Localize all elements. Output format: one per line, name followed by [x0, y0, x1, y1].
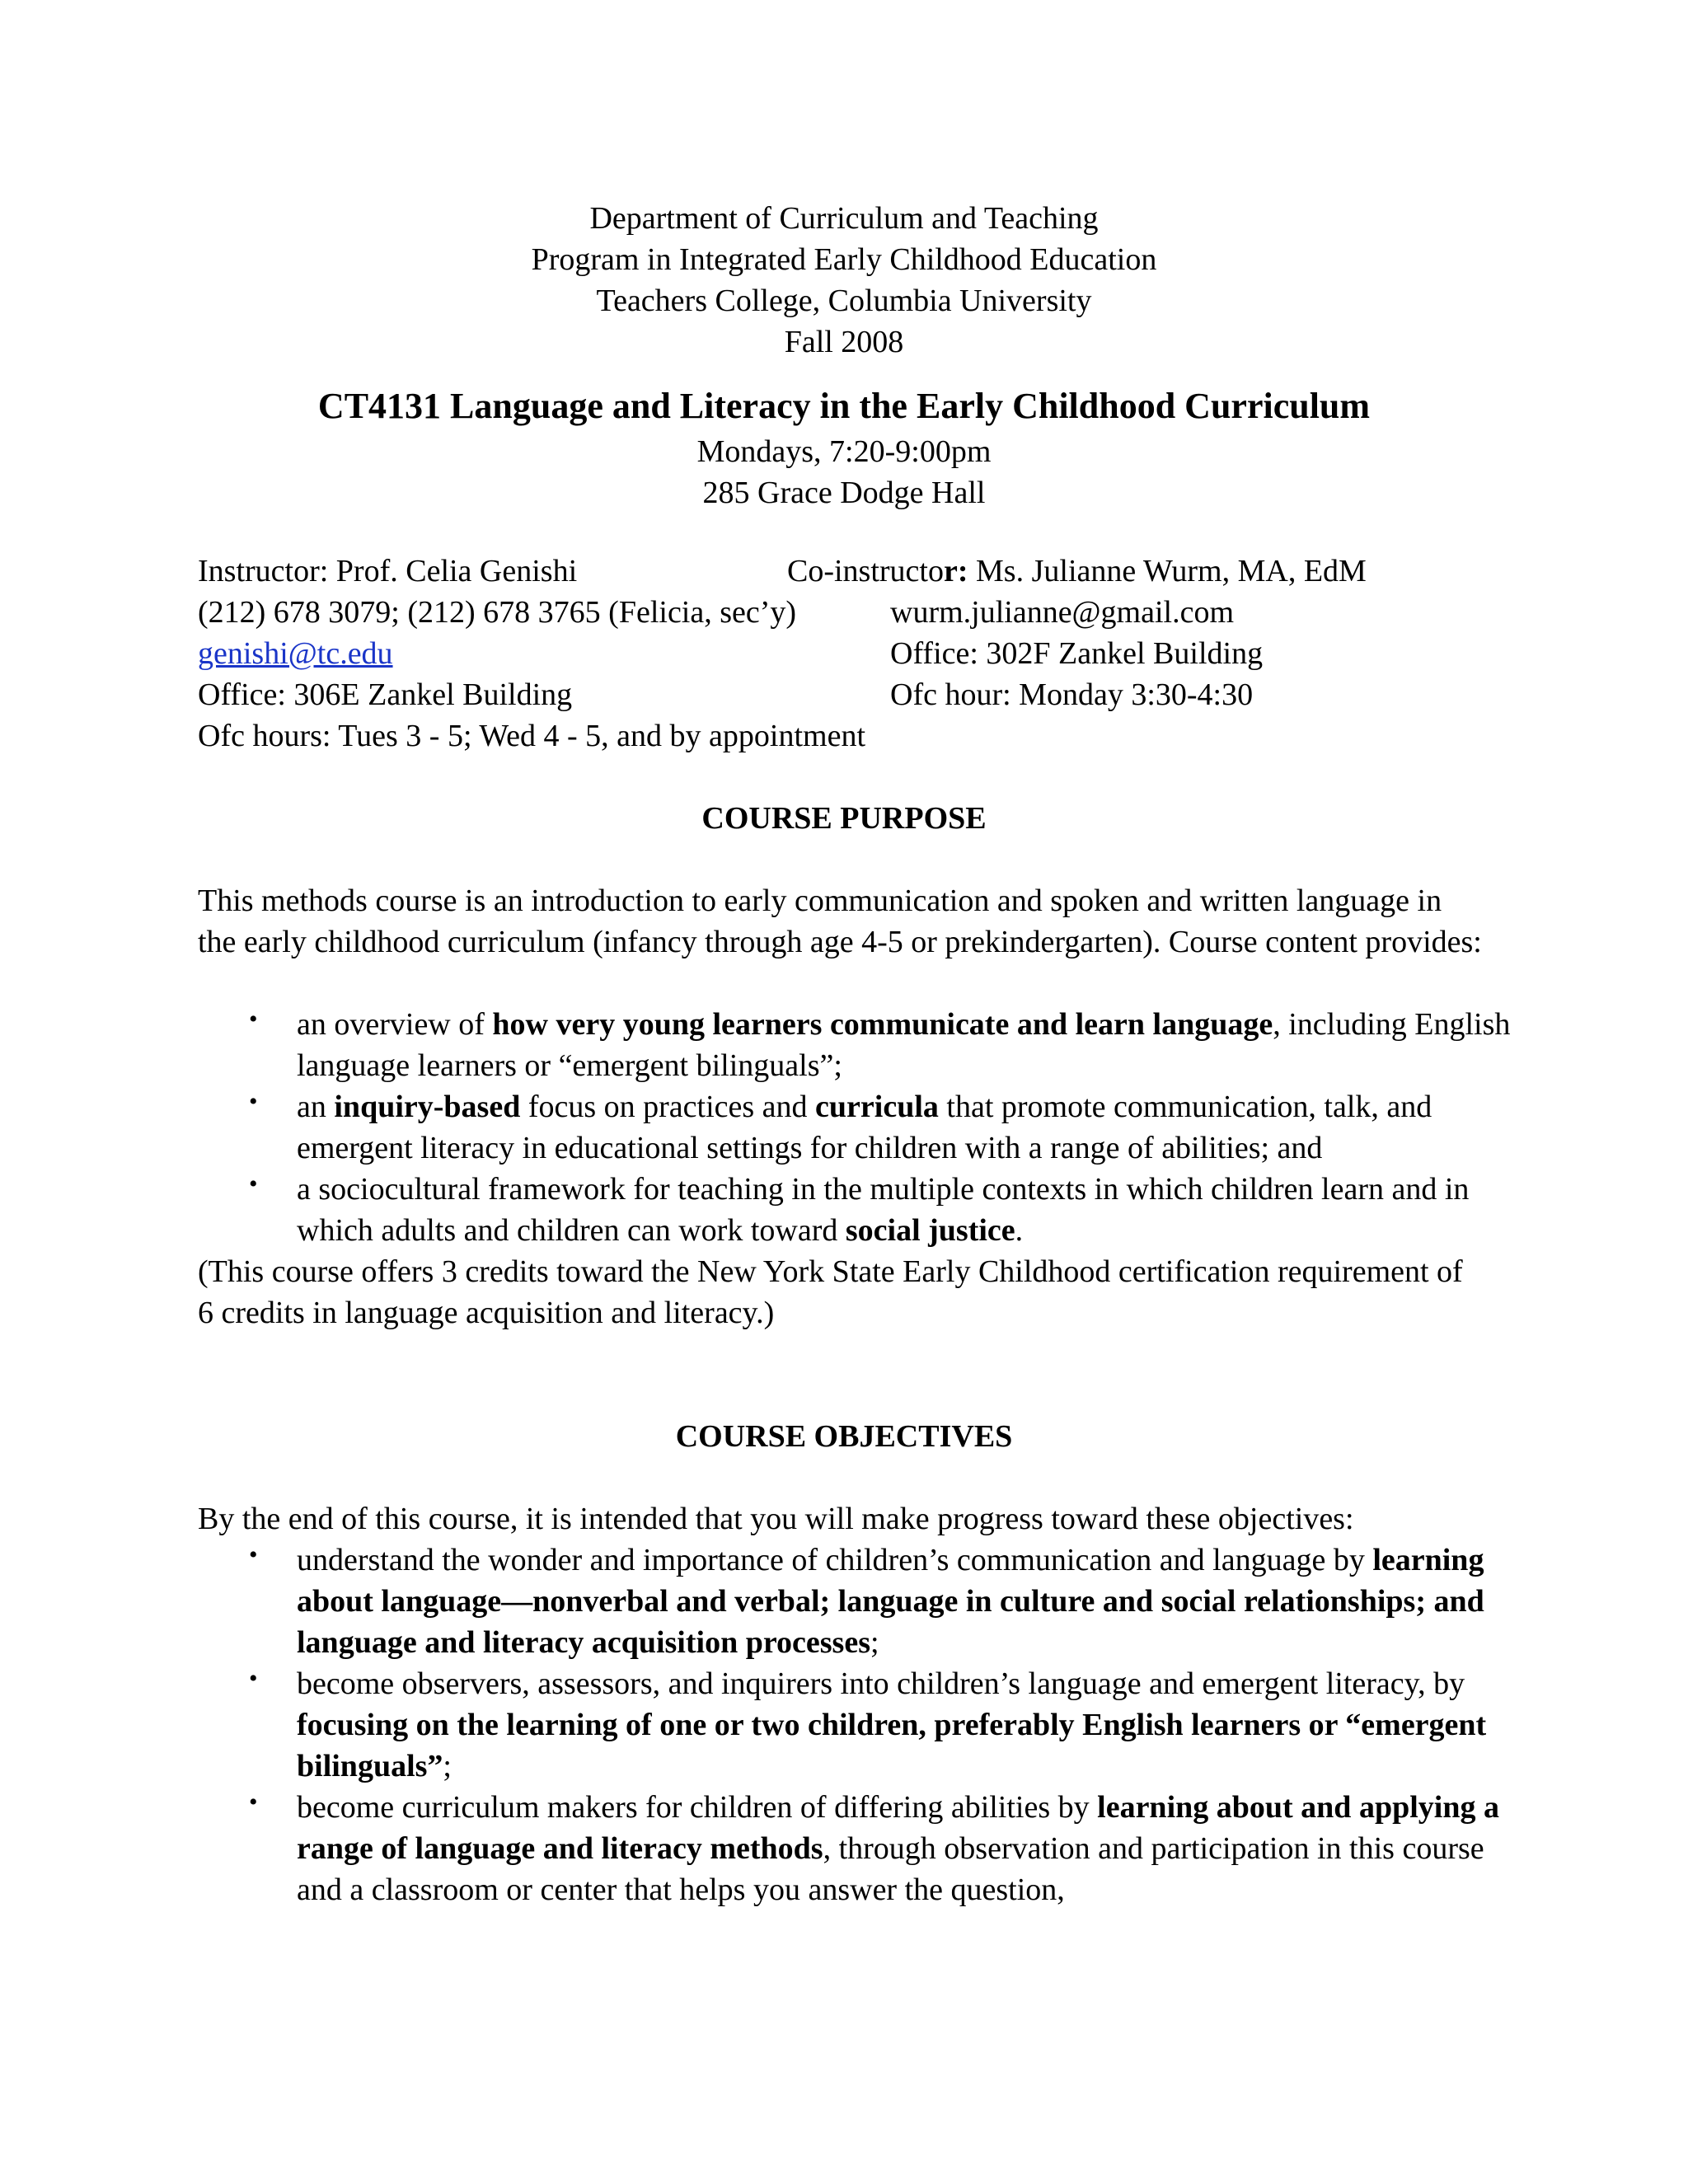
course-purpose-intro: This methods course is an introduction to early communication and spoken and written language in the early childhood curriculum (infancy through age 4-5 or prekindergarten). Course content provides: [198, 883, 1482, 959]
instructor-email-link[interactable]: genishi@tc.edu [198, 636, 393, 671]
instructor-hours: Ofc hours: Tues 3 - 5; Wed 4 - 5, and by appointment [198, 719, 866, 753]
course-purpose-heading: COURSE PURPOSE [701, 801, 987, 836]
bold-text-run: how very young learners communicate and learn language [492, 1007, 1273, 1042]
course-objectives-intro: By the end of this course, it is intended that you will make progress toward these objectives: [198, 1502, 1354, 1536]
text-run: an overview of [297, 1007, 493, 1042]
bullet-icon: • [249, 1088, 258, 1115]
instructor-office: Office: 306E Zankel Building [198, 677, 573, 712]
bullet-icon: • [249, 1541, 258, 1568]
bullet-icon: • [249, 1665, 258, 1692]
co-instructor-label-bold: r: [943, 554, 968, 588]
text-run: understand the wonder and importance of children’s communication and language by [297, 1543, 1373, 1577]
bold-text-run: curricula [815, 1090, 939, 1124]
co-instructor-hours: Ofc hour: Monday 3:30-4:30 [890, 677, 1254, 712]
meeting-info [0, 431, 1688, 513]
bold-text-run: learning about and applying a range of language and literacy methods [297, 1790, 1499, 1866]
course-title: CT4131 Language and Literacy in the Early Childhood Curriculum [317, 386, 1371, 426]
course-objectives-list [198, 1540, 1517, 1910]
course-schedule: Mondays, 7:20-9:00pm [696, 434, 992, 469]
list-item [198, 1004, 1517, 1086]
text-run: that promote communication, talk, and emergent literacy in educational settings for children with a range of abilities; and [297, 1090, 1432, 1165]
document-header [0, 198, 1688, 363]
bold-text-run: focusing on the learning of one or two children, preferably English learners or “emergent bilinguals” [297, 1708, 1487, 1783]
list-item [198, 1086, 1517, 1169]
bold-text-run: learning about language—nonverbal and verbal; language in culture and social relationships; and language and literacy acquisition processes [297, 1543, 1484, 1660]
list-item [198, 1663, 1517, 1787]
program-name: Program in Integrated Early Childhood Education [531, 242, 1157, 277]
co-instructor-office: Office: 302F Zankel Building [890, 636, 1264, 671]
bullet-icon: • [249, 1788, 258, 1816]
text-run: a sociocultural framework for teaching in the multiple contexts in which children learn and in which adults and children can work toward [297, 1172, 1470, 1248]
text-run: ; [870, 1625, 879, 1660]
bold-text-run: social justice [845, 1213, 1015, 1248]
text-run: become observers, assessors, and inquirers into children’s language and emergent literacy, by [297, 1666, 1465, 1701]
bullet-icon: • [249, 1005, 258, 1033]
co-instructor-email: wurm.julianne@gmail.com [890, 595, 1235, 630]
text-run: ; [443, 1749, 452, 1783]
course-objectives-heading: COURSE OBJECTIVES [675, 1419, 1013, 1454]
text-run: . [1015, 1213, 1024, 1248]
co-instructor-label: Co-instructo [787, 554, 944, 588]
credits-note: (This course offers 3 credits toward the New York State Early Childhood certification requirement of 6 credits in language acquisition and literacy.) [198, 1254, 1463, 1330]
college-name: Teachers College, Columbia University [596, 284, 1092, 318]
co-instructor-name [787, 551, 1367, 592]
co-instructor-fullname: Ms. Julianne Wurm, MA, EdM [968, 554, 1367, 588]
bullet-icon: • [249, 1170, 258, 1197]
list-item [198, 1169, 1517, 1251]
list-item [198, 1787, 1517, 1910]
text-run: , including English language learners or “emergent bilinguals”; [297, 1007, 1511, 1083]
text-run: an [297, 1090, 335, 1124]
text-run: become curriculum makers for children of differing abilities by [297, 1790, 1098, 1825]
term: Fall 2008 [784, 325, 904, 359]
text-run: focus on practices and [520, 1090, 816, 1124]
course-location: 285 Grace Dodge Hall [702, 476, 986, 510]
instructor-phone: (212) 678 3079; (212) 678 3765 (Felicia, sec’y) [198, 595, 797, 630]
instructor-email-row [198, 633, 393, 674]
course-purpose-list [198, 1004, 1517, 1251]
instructor-name: Instructor: Prof. Celia Genishi [198, 554, 578, 588]
list-item [198, 1540, 1517, 1663]
department-name: Department of Curriculum and Teaching [589, 201, 1099, 236]
bold-text-run: inquiry-based [334, 1090, 521, 1124]
text-run: , through observation and participation in this course and a classroom or center that helps you answer the question, [297, 1831, 1484, 1907]
